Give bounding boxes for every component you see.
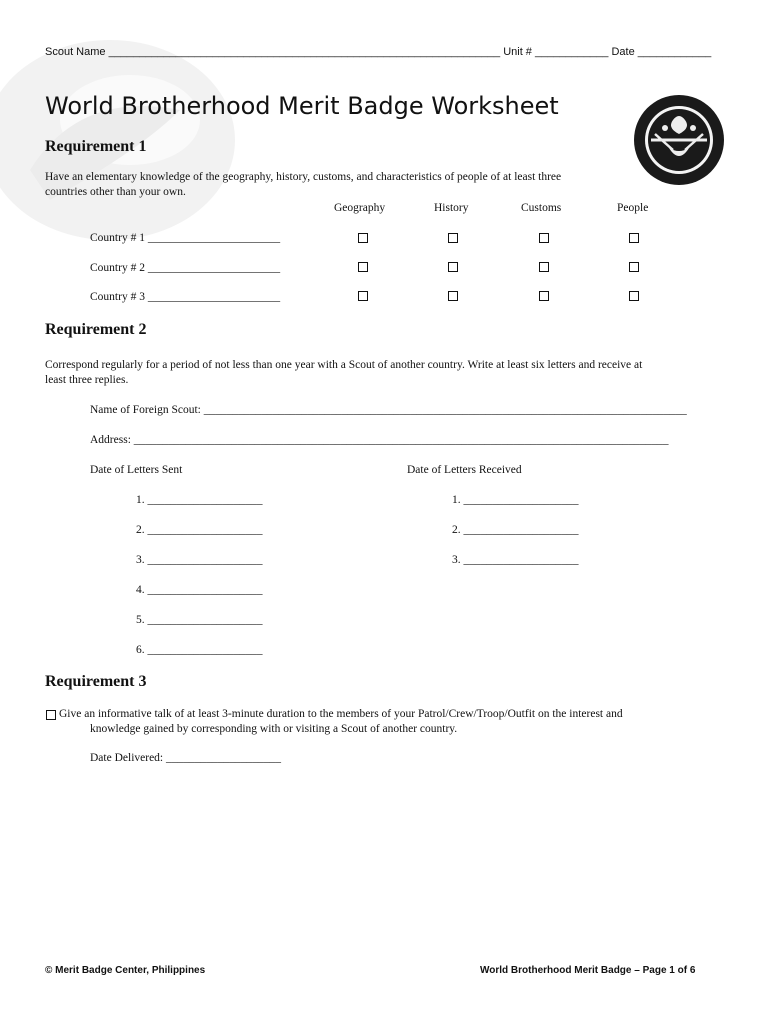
requirement1-text-line2: countries other than your own. xyxy=(45,186,186,198)
country-3-row[interactable]: Country # 3 _______________________ xyxy=(90,291,281,303)
checkbox-icon[interactable] xyxy=(448,291,458,301)
world-brotherhood-badge-icon xyxy=(633,94,725,186)
country-1-row[interactable]: Country # 1 _______________________ xyxy=(90,232,281,244)
letter-received-field[interactable]: 2. ____________________ xyxy=(452,524,579,536)
checkbox-icon[interactable] xyxy=(358,233,368,243)
letter-sent-field[interactable]: 5. ____________________ xyxy=(136,614,263,626)
date-field[interactable]: ____________ xyxy=(637,46,712,58)
checkbox-icon[interactable] xyxy=(46,710,56,720)
checkbox-icon[interactable] xyxy=(539,233,549,243)
column-header-people: People xyxy=(617,202,649,214)
requirement2-heading: Requirement 2 xyxy=(45,321,147,338)
checkbox-icon[interactable] xyxy=(448,233,458,243)
footer-page-number: World Brotherhood Merit Badge – Page 1 of 6 xyxy=(480,965,696,976)
column-header-history: History xyxy=(434,202,469,214)
requirement3-heading: Requirement 3 xyxy=(45,673,147,690)
scout-name-label: Scout Name xyxy=(45,46,106,58)
letter-sent-field[interactable]: 1. ____________________ xyxy=(136,494,263,506)
footer-copyright: © Merit Badge Center, Philippines xyxy=(45,965,206,976)
requirement2-text-line1: Correspond regularly for a period of not less than one year with a Scout of another country. Write at least six letters and receive at xyxy=(45,359,643,371)
unit-field[interactable]: ____________ xyxy=(535,46,609,58)
date-label: Date xyxy=(611,46,635,58)
foreign-scout-field[interactable]: Name of Foreign Scout: ____________________________________________________________________________________ xyxy=(90,404,687,416)
page-title: World Brotherhood Merit Badge Worksheet xyxy=(45,92,559,120)
letter-sent-field[interactable]: 4. ____________________ xyxy=(136,584,263,596)
address-field[interactable]: Address: _____________________________________________________________________________________________ xyxy=(90,434,669,446)
letter-received-field[interactable]: 1. ____________________ xyxy=(452,494,579,506)
checkbox-icon[interactable] xyxy=(629,262,639,272)
checkbox-icon[interactable] xyxy=(629,233,639,243)
unit-label: Unit # xyxy=(503,46,532,58)
date-delivered-field[interactable]: Date Delivered: ____________________ xyxy=(90,752,281,764)
scout-info-line xyxy=(45,46,711,58)
column-header-customs: Customs xyxy=(521,202,562,214)
requirement1-text-line1: Have an elementary knowledge of the geography, history, customs, and characteristics of people of at least three xyxy=(45,171,562,183)
checkbox-icon[interactable] xyxy=(539,262,549,272)
letter-sent-field[interactable]: 6. ____________________ xyxy=(136,644,263,656)
letter-sent-field[interactable]: 2. ____________________ xyxy=(136,524,263,536)
checkbox-icon[interactable] xyxy=(448,262,458,272)
requirement2-text-line2: least three replies. xyxy=(45,374,129,386)
letter-sent-field[interactable]: 3. ____________________ xyxy=(136,554,263,566)
checkbox-icon[interactable] xyxy=(358,291,368,301)
scout-name-field[interactable]: ________________________________________________________________ xyxy=(108,46,501,58)
checkbox-icon[interactable] xyxy=(629,291,639,301)
checkbox-icon[interactable] xyxy=(358,262,368,272)
requirement3-text-line1: Give an informative talk of at least 3-minute duration to the members of your Patrol/Crew/Troop/Outfit on the interest and xyxy=(59,708,623,720)
letters-sent-heading: Date of Letters Sent xyxy=(90,464,183,476)
letter-received-field[interactable]: 3. ____________________ xyxy=(452,554,579,566)
checkbox-icon[interactable] xyxy=(539,291,549,301)
column-header-geography: Geography xyxy=(334,202,386,214)
country-2-row[interactable]: Country # 2 _______________________ xyxy=(90,262,281,274)
requirement3-text-line2: knowledge gained by corresponding with or visiting a Scout of another country. xyxy=(90,723,458,735)
letters-received-heading: Date of Letters Received xyxy=(407,464,522,476)
requirement1-heading: Requirement 1 xyxy=(45,138,147,155)
